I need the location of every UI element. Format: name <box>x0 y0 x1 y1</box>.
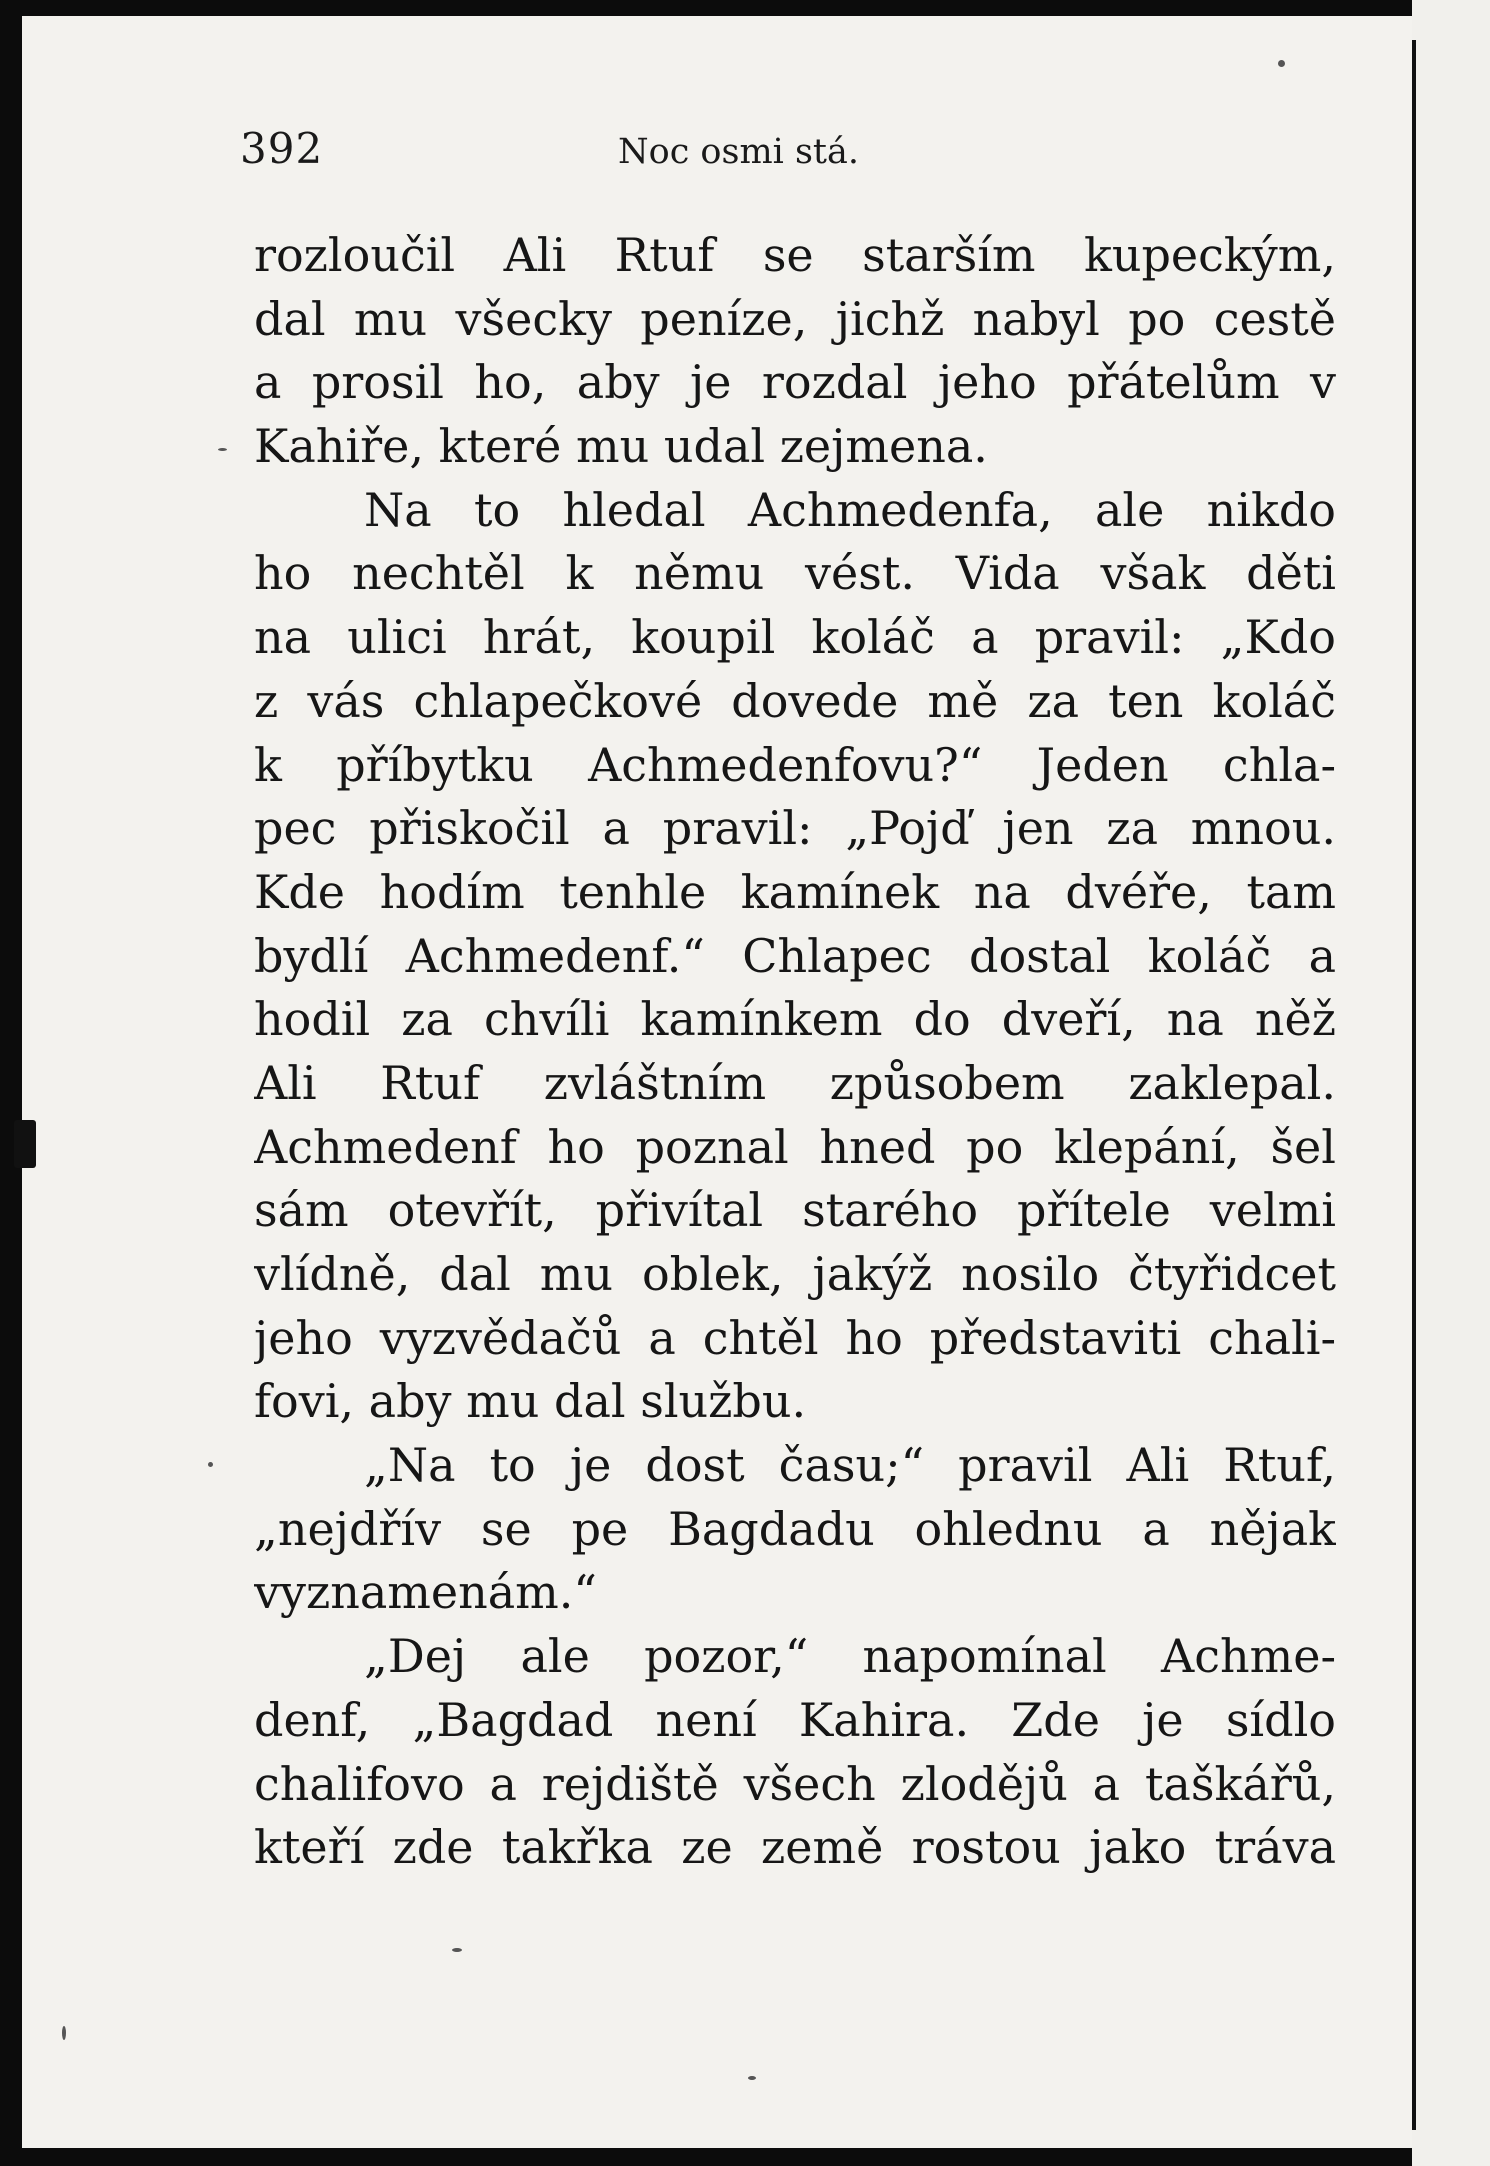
text-line: vlídně, dal mu oblek, jakýž nosilo čtyřidcet <box>254 1247 1336 1301</box>
text-line: z vás chlapečkové dovede mě za ten koláč <box>254 673 1336 728</box>
gutter-line <box>1412 40 1416 2130</box>
text-line: kteří zde takřka ze země rostou jako tráva <box>254 1820 1336 1875</box>
running-head <box>22 124 1412 184</box>
text-line: „Na to je dost času;“ pravil Ali Rtuf, <box>364 1438 1336 1493</box>
text-line: dal mu všecky peníze, jichž nabyl po cestě <box>254 291 1336 346</box>
paper-speck <box>62 2026 66 2040</box>
text-line: ho nechtěl k němu vést. Vida však děti <box>254 546 1336 601</box>
text-line: „Dej ale pozor,“ napomínal Achme- <box>364 1629 1336 1684</box>
text-line: Kde hodím tenhle kamínek na dvéře, tam <box>254 864 1336 919</box>
book-page <box>22 16 1412 2148</box>
text-line: Na to hledal Achmedenfa, ale nikdo <box>364 482 1336 537</box>
body-text <box>254 224 1336 1880</box>
text-line: denf, „Bagdad není Kahira. Zde je sídlo <box>254 1692 1336 1747</box>
text-line: jeho vyzvědačů a chtěl ho představiti chali- <box>254 1310 1336 1365</box>
text-line: „nejdřív se pe Bagdadu ohlednu a nějak <box>254 1501 1336 1556</box>
text-line: hodil za chvíli kamínkem do dveří, na něž <box>254 992 1336 1047</box>
text-line: vyznamenám.“ <box>254 1565 597 1620</box>
running-title: Noc osmi stá. <box>618 132 859 172</box>
text-line: a prosil ho, aby je rozdal jeho přátelům v <box>254 355 1336 410</box>
paper-speck <box>748 2076 756 2080</box>
text-line: pec přiskočil a pravil: „Pojď jen za mnou. <box>254 801 1336 856</box>
page-number: 392 <box>240 124 324 173</box>
paper-speck <box>218 448 227 451</box>
text-line: fovi, aby mu dal službu. <box>254 1374 807 1429</box>
text-line: bydlí Achmedenf.“ Chlapec dostal koláč a <box>254 928 1336 983</box>
paper-speck <box>452 1948 462 1952</box>
text-line: k příbytku Achmedenfovu?“ Jeden chla- <box>254 737 1336 792</box>
text-line: sám otevřít, přivítal starého přítele velmi <box>254 1183 1336 1238</box>
text-line: chalifovo a rejdiště všech zlodějů a taškářů, <box>254 1756 1336 1811</box>
binding-mark <box>14 1120 36 1168</box>
paper-speck <box>1278 60 1285 67</box>
page-edge <box>1412 0 1490 2166</box>
paper-speck <box>208 1462 213 1467</box>
text-line: Kahiře, které mu udal zejmena. <box>254 419 988 474</box>
text-line: na ulici hrát, koupil koláč a pravil: „Kdo <box>254 610 1336 665</box>
text-line: Ali Rtuf zvláštním způsobem zaklepal. <box>254 1055 1336 1110</box>
text-line: rozloučil Ali Rtuf se starším kupeckým, <box>254 228 1336 282</box>
text-line: Achmedenf ho poznal hned po klepání, šel <box>254 1119 1336 1174</box>
